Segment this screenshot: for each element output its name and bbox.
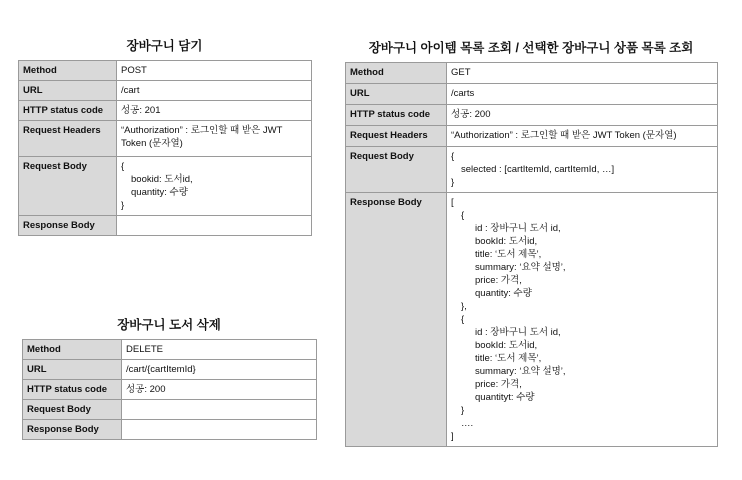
row-value: 성공: 200 [447,105,718,126]
cart-add-title: 장바구니 담기 [126,39,203,53]
table-row [23,400,317,420]
row-value: 성공: 201 [117,101,312,121]
row-value [122,420,317,440]
row-value: { bookid: 도서id, quantity: 수량 } [117,157,312,216]
table-row [19,81,312,101]
row-key: Response Body [19,216,117,236]
table-row [23,360,317,380]
row-key: Method [346,63,447,84]
row-value: { selected : [cartItemId, cartItemId, …] } [447,147,718,193]
table-row [19,61,312,81]
table-row [19,121,312,157]
table-row [346,193,718,447]
row-value: 성공: 200 [122,380,317,400]
table-row [346,147,718,193]
table-row [346,84,718,105]
row-value: /cart/{cartItemId} [122,360,317,380]
table-row [346,63,718,84]
table-row [23,340,317,360]
row-key: Request Body [346,147,447,193]
cart-delete-title: 장바구니 도서 삭제 [117,318,221,332]
row-key: Method [19,61,117,81]
row-value: DELETE [122,340,317,360]
cart-delete-table [22,339,317,440]
row-key: HTTP status code [19,101,117,121]
table-row [346,126,718,147]
row-key: HTTP status code [23,380,122,400]
cart-list-table [345,62,718,447]
row-key: Response Body [23,420,122,440]
row-key: HTTP status code [346,105,447,126]
row-key: URL [346,84,447,105]
row-value: GET [447,63,718,84]
table-row [19,216,312,236]
row-value: /cart [117,81,312,101]
row-value: “Authorization” : 로그인할 때 받은 JWT Token (문자열) [447,126,718,147]
row-key: Response Body [346,193,447,447]
row-value: “Authorization” : 로그인할 때 받은 JWT Token (문자열) [117,121,312,157]
row-key: URL [23,360,122,380]
row-key: Request Body [19,157,117,216]
row-value: [ { id : 장바구니 도서 id, bookId: 도서id, title: ‘도서 제목’, summary: ‘요약 설명’, price: 가격, quantity: 수량 }, { id : 장바구니 도서 id, bookId: 도서id, title: ‘도서 제목’, summary: ‘요약 설명’, price: 가격, quantityt: 수량 } …. ] [447,193,718,447]
table-row [19,157,312,216]
table-row [23,380,317,400]
cart-list-title: 장바구니 아이템 목록 조회 / 선택한 장바구니 상품 목록 조회 [368,41,694,55]
table-row [346,105,718,126]
row-key: Request Headers [346,126,447,147]
row-value: POST [117,61,312,81]
row-value [117,216,312,236]
table-row [23,420,317,440]
row-key: Request Body [23,400,122,420]
row-key: URL [19,81,117,101]
row-key: Request Headers [19,121,117,157]
cart-add-table [18,60,312,236]
table-row [19,101,312,121]
row-value: /carts [447,84,718,105]
row-key: Method [23,340,122,360]
row-value [122,400,317,420]
